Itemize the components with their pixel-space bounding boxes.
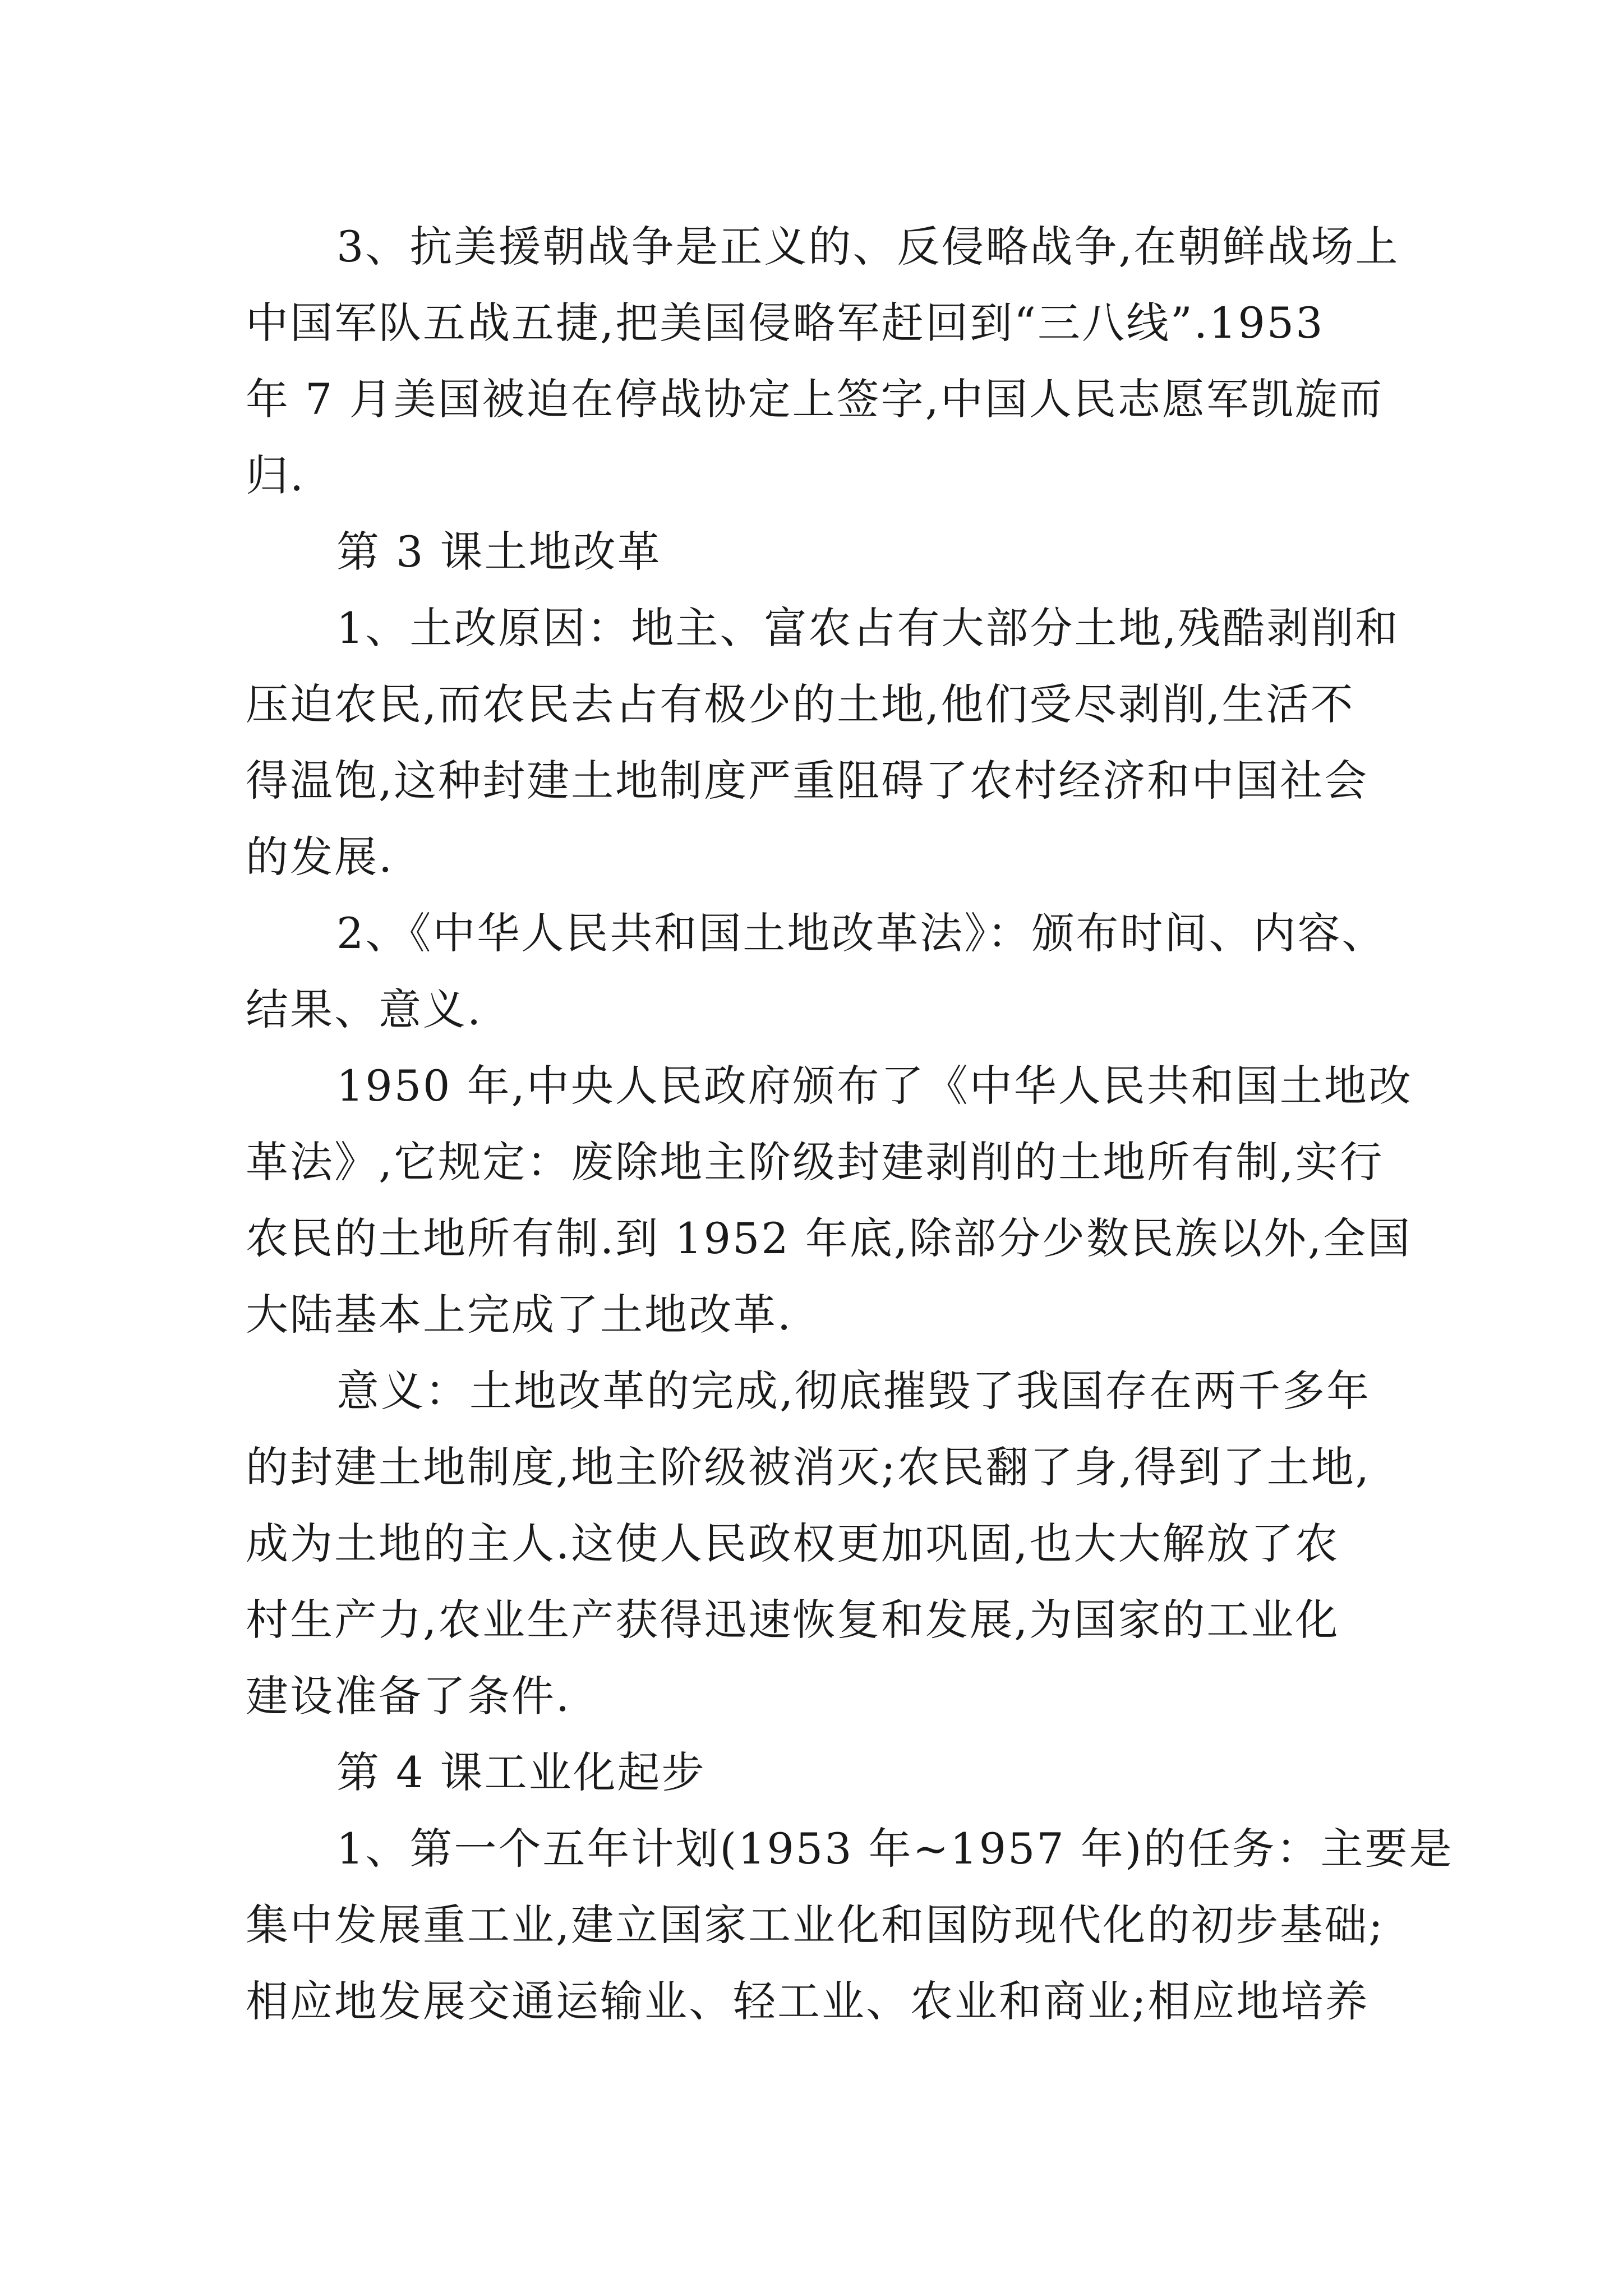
text-line: 2、《中华人民共和国土地改革法》：颁布时间、内容、 [336, 908, 1386, 958]
text-line: 得温饱,这种封建土地制度严重阻碍了农村经济和中国社会 [246, 756, 1369, 806]
text-line: 压迫农民,而农民去占有极少的土地,他们受尽剥削,生活不 [246, 679, 1355, 729]
text-line: 的发展. [246, 832, 394, 882]
text-line: 集中发展重工业,建立国家工业化和国防现代化的初步基础; [246, 1900, 1385, 1950]
section-heading: 第 3 课土地改革 [336, 527, 662, 577]
text-line: 归. [246, 450, 306, 500]
text-line: 结果、意义. [246, 984, 483, 1034]
document-body [246, 209, 1454, 2040]
text-line: 1950 年,中央人民政府颁布了《中华人民共和国土地改 [336, 1061, 1413, 1111]
text-line: 建设准备了条件. [246, 1671, 571, 1721]
text-line: 意义：土地改革的完成,彻底摧毁了我国存在两千多年 [336, 1366, 1371, 1416]
text-line: 村生产力,农业生产获得迅速恢复和发展,为国家的工业化 [246, 1595, 1340, 1645]
text-line: 3、抗美援朝战争是正义的、反侵略战争,在朝鲜战场上 [336, 222, 1400, 272]
text-line: 成为土地的主人.这使人民政权更加巩固,也大大解放了农 [246, 1519, 1340, 1568]
text-line: 的封建土地制度,地主阶级被消灭;农民翻了身,得到了土地, [246, 1442, 1371, 1492]
section-heading: 第 4 课工业化起步 [336, 1747, 706, 1797]
text-line: 农民的土地所有制.到 1952 年底,除部分少数民族以外,全国 [246, 1213, 1412, 1263]
text-line: 1、第一个五年计划(1953 年~1957 年)的任务：主要是 [336, 1824, 1454, 1874]
text-line: 相应地发展交通运输业、轻工业、农业和商业;相应地培养 [246, 1976, 1370, 2026]
text-line: 大陆基本上完成了土地改革. [246, 1290, 793, 1340]
text-line: 1、土改原因：地主、富农占有大部分土地,残酷剥削和 [336, 603, 1400, 653]
text-line: 年 7 月美国被迫在停战协定上签字,中国人民志愿军凯旋而 [246, 374, 1384, 424]
text-line: 革法》,它规定：废除地主阶级封建剥削的土地所有制,实行 [246, 1137, 1384, 1187]
text-line: 中国军队五战五捷,把美国侵略军赶回到“三八线”.1953 [246, 298, 1325, 348]
